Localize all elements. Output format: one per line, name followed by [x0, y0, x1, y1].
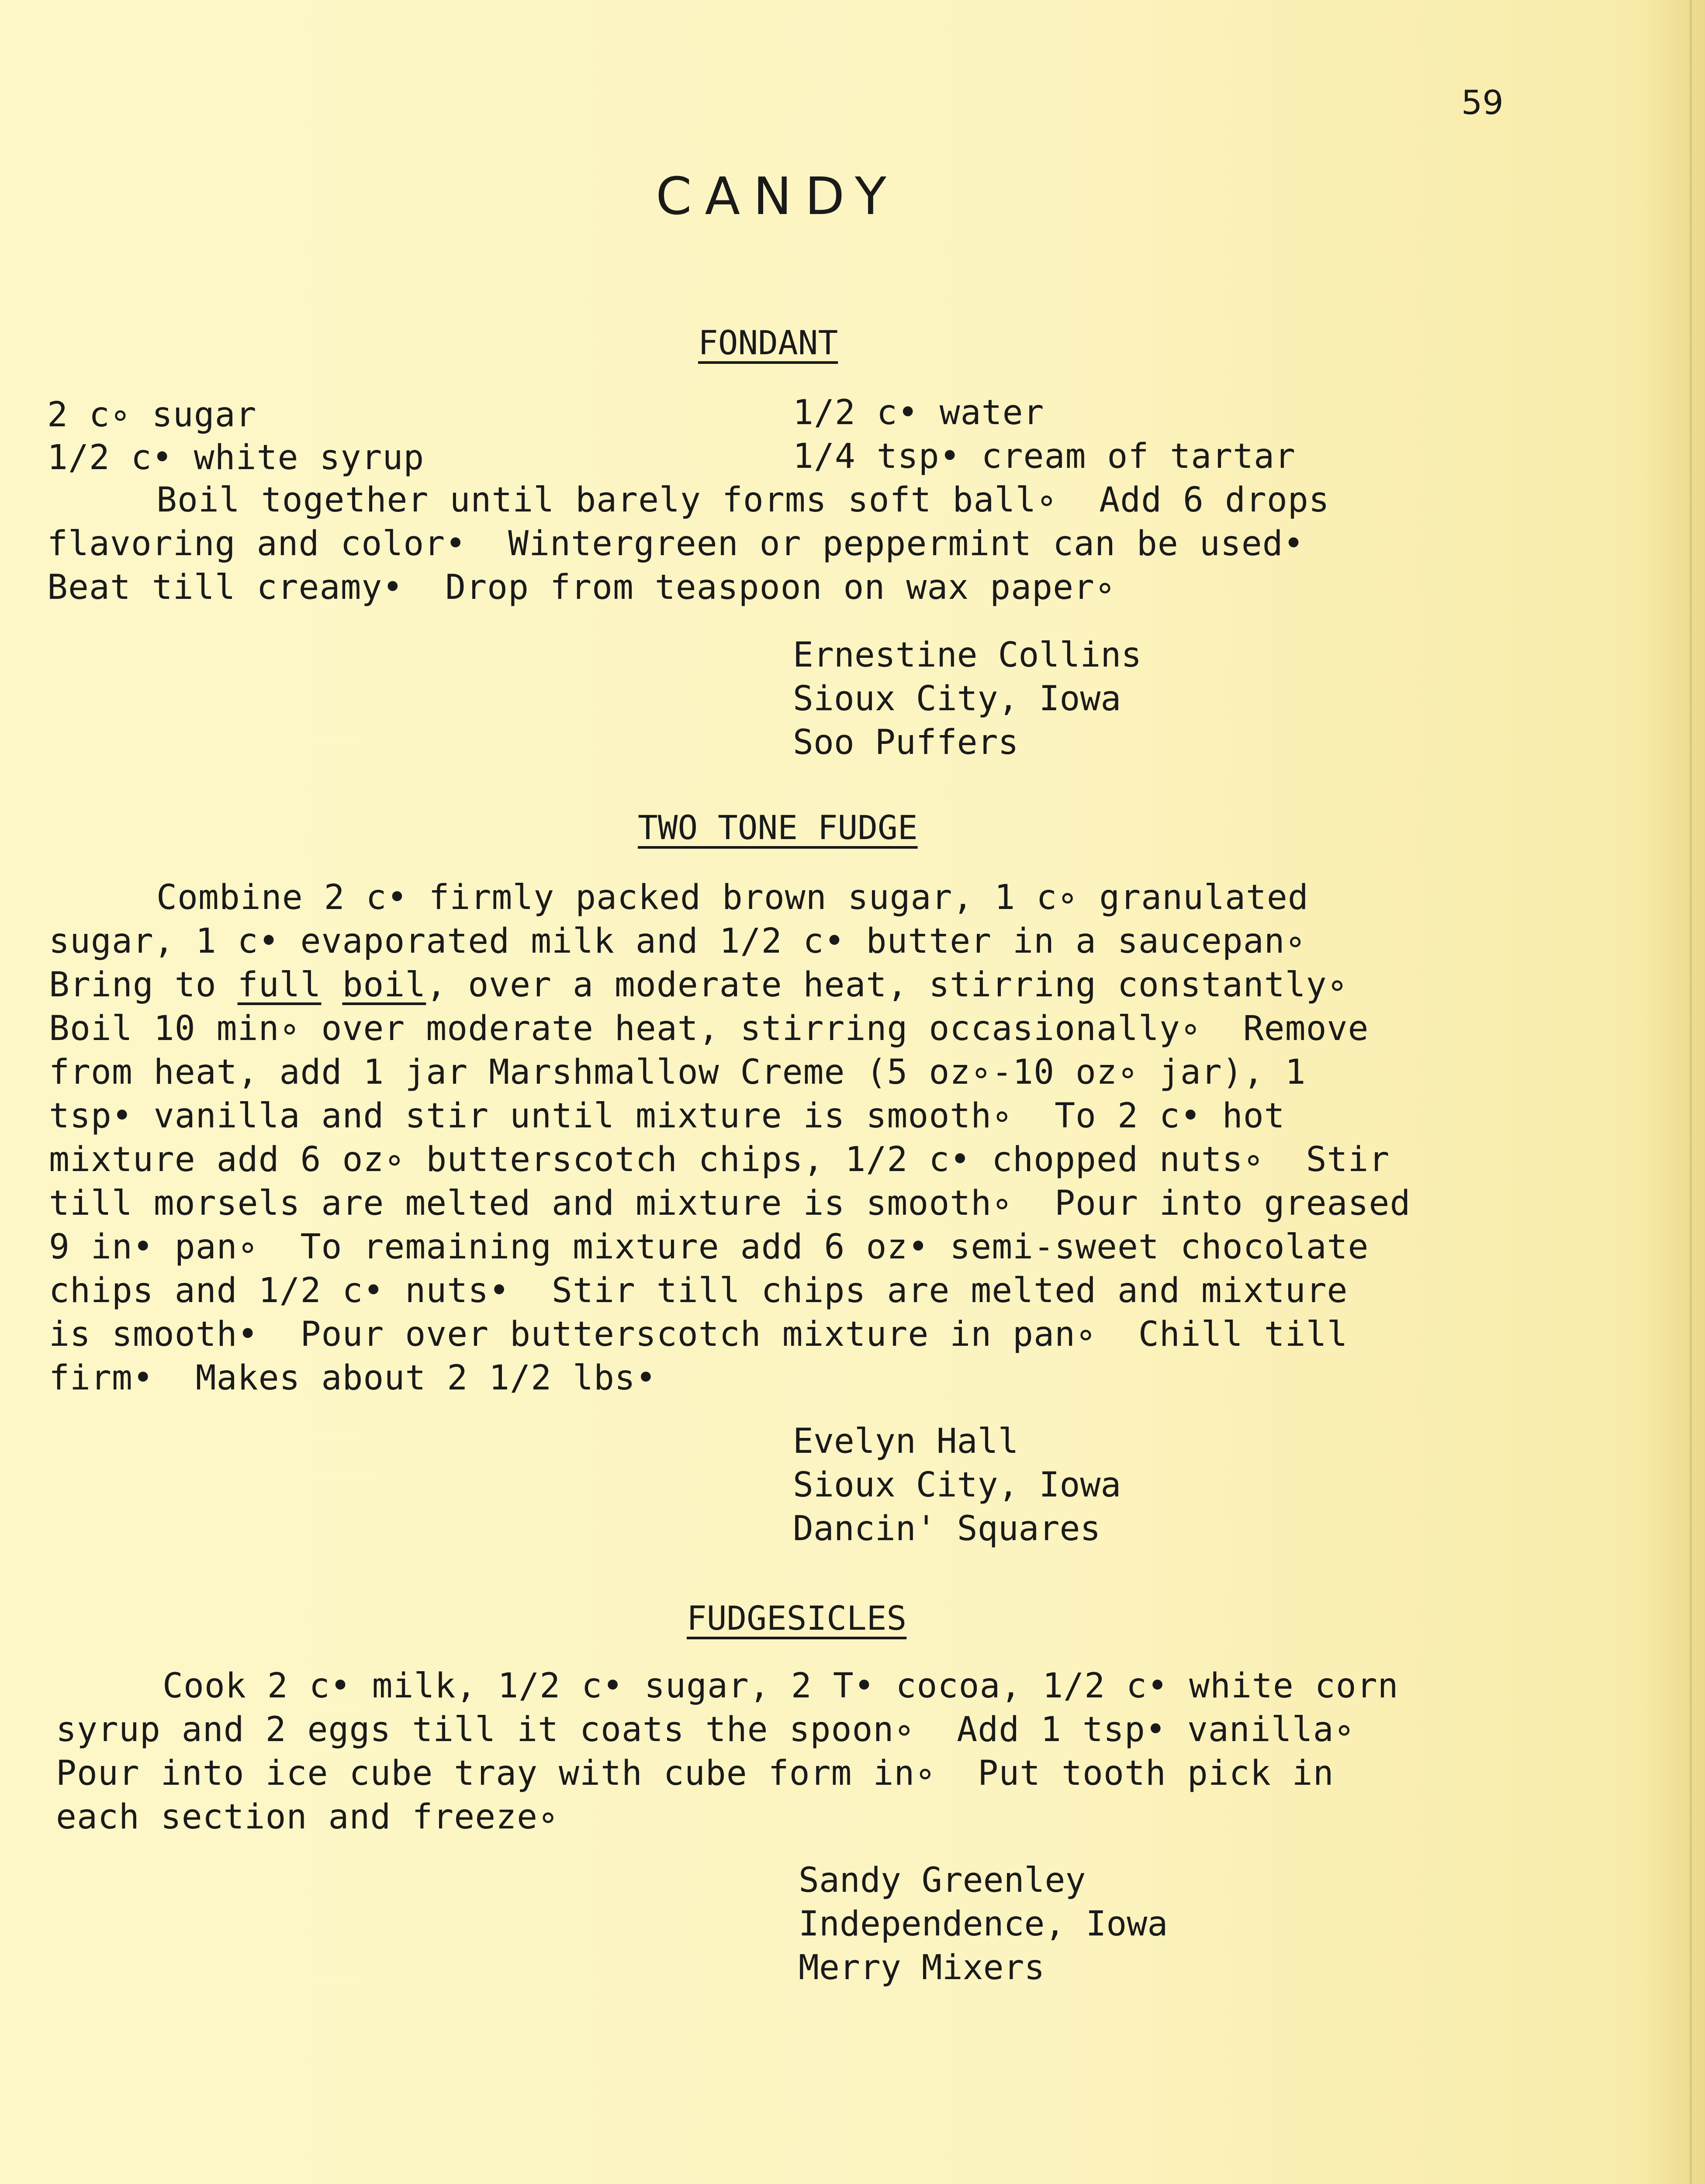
- direction-line: firm• Makes about 2 1/2 lbs•: [49, 1358, 657, 1398]
- direction-line: from heat, add 1 jar Marshmallow Creme (5 oz∘-10 oz∘ jar), 1: [49, 1053, 1306, 1092]
- contributor-club: Dancin' Squares: [793, 1509, 1101, 1548]
- direction-line: Beat till creamy• Drop from teaspoon on wax paper∘: [47, 568, 1116, 607]
- direction-line: flavoring and color• Wintergreen or peppermint can be used•: [47, 524, 1304, 563]
- direction-line: Pour into ice cube tray with cube form in∘ Put tooth pick in: [56, 1754, 1334, 1793]
- direction-line: syrup and 2 eggs till it coats the spoon∘ Add 1 tsp• vanilla∘: [56, 1710, 1355, 1749]
- fondant-title: FONDANT: [698, 323, 838, 362]
- direction-line: chips and 1/2 c• nuts• Stir till chips are melted and mixture: [49, 1271, 1348, 1310]
- contributor-name: Sandy Greenley: [799, 1861, 1086, 1900]
- direction-text: , over a moderate heat, stirring constantly∘: [426, 965, 1348, 1005]
- contributor-city: Sioux City, Iowa: [793, 1465, 1121, 1505]
- page-number: 59: [1461, 83, 1504, 122]
- fudgesicles-title: FUDGESICLES: [687, 1599, 907, 1638]
- direction-text: Bring to: [49, 965, 238, 1005]
- attribution: [799, 1859, 1168, 1990]
- direction-line: sugar, 1 c• evaporated milk and 1/2 c• butter in a saucepan∘: [49, 922, 1306, 961]
- attribution: [793, 1420, 1121, 1551]
- contributor-name: Evelyn Hall: [793, 1422, 1019, 1461]
- ingredient-line: 2 c∘ sugar: [47, 395, 257, 435]
- attribution: [793, 633, 1141, 764]
- emphasis-full: full: [237, 965, 322, 1005]
- page-edge: [1690, 0, 1692, 2184]
- contributor-city: Sioux City, Iowa: [793, 679, 1121, 719]
- direction-line: Cook 2 c• milk, 1/2 c• sugar, 2 T• cocoa, 1/2 c• white corn: [163, 1666, 1399, 1706]
- direction-line: mixture add 6 oz∘ butterscotch chips, 1/2 c• chopped nuts∘ Stir: [49, 1140, 1390, 1179]
- direction-line: till morsels are melted and mixture is smooth∘ Pour into greased: [49, 1184, 1411, 1223]
- direction-line: tsp• vanilla and stir until mixture is smooth∘ To 2 c• hot: [49, 1096, 1285, 1136]
- direction-line: each section and freeze∘: [56, 1797, 559, 1837]
- ingredient-line: 1/2 c• water: [793, 393, 1044, 432]
- direction-line: 9 in• pan∘ To remaining mixture add 6 oz• semi-sweet chocolate: [49, 1227, 1369, 1267]
- direction-line: Boil together until barely forms soft ball∘ Add 6 drops: [156, 480, 1330, 520]
- page-title: CANDY: [656, 166, 899, 226]
- emphasis-boil: boil: [342, 965, 426, 1005]
- fudge-title: TWO TONE FUDGE: [638, 808, 918, 847]
- contributor-name: Ernestine Collins: [793, 636, 1142, 675]
- direction-line: Combine 2 c• firmly packed brown sugar, 1 c∘ granulated: [156, 878, 1309, 917]
- direction-line: Boil 10 min∘ over moderate heat, stirring occasionally∘ Remove: [49, 1009, 1369, 1048]
- ingredient-line: 1/4 tsp• cream of tartar: [793, 437, 1296, 476]
- contributor-city: Independence, Iowa: [799, 1904, 1168, 1944]
- contributor-club: Merry Mixers: [799, 1948, 1045, 1987]
- contributor-club: Soo Puffers: [793, 723, 1019, 762]
- ingredient-line: 1/2 c• white syrup: [47, 438, 425, 477]
- direction-line: is smooth• Pour over butterscotch mixture in pan∘ Chill till: [49, 1315, 1348, 1354]
- direction-line: [49, 965, 1348, 1005]
